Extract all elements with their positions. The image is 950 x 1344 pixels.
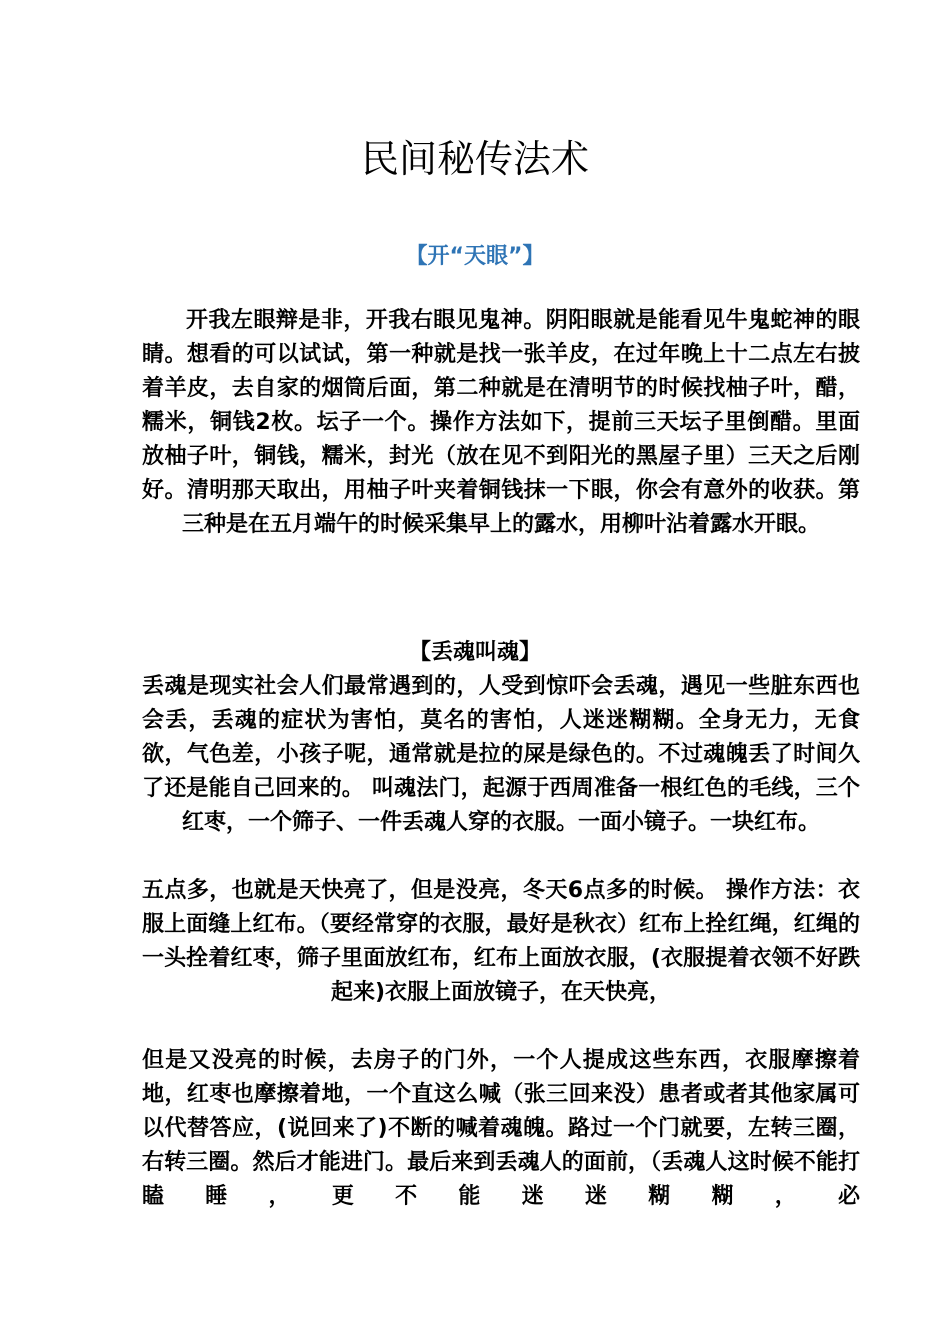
section-heading-open-third-eye: 【开“天眼”】 <box>405 244 545 269</box>
section-heading-soul-calling: 【丢魂叫魂】 <box>408 640 541 665</box>
paragraph-third-eye: 开我左眼辩是非，开我右眼见鬼神。阴阳眼就是能看见牛鬼蛇神的眼睛。想看的可以试试，第一种就是找一张羊皮，在过年晚上十二点左右披着羊皮，去自家的烟筒后面，第二种就是在清明节的时候找柚子叶，醋，糯米，铜钱2枚。坛子一个。操作方法如下，提前三天坛子里倒醋。里面放柚子叶，铜钱，糯米，封光（放在见不到阳光的黑屋子里）三天之后刚好。清明那天取出，用柚子叶夹着铜钱抹一下眼，你会有意外的收获。第三种是在五月端午的时候采集早上的露水，用柳叶沾着露水开眼。 <box>142 308 860 537</box>
document-title: 民间秘传法术 <box>360 137 589 181</box>
paragraph-soul-calling-procedure: 但是又没亮的时候，去房子的门外，一个人提成这些东西，衣服摩擦着地，红枣也摩擦着地，一个直这么喊（张三回来没）患者或者其他家属可以代替答应，(说回来了)不断的喊着魂魄。路过一个门就要，左转三圈，右转三圈。然后才能进门。最后来到丢魂人的面前，（丢魂人这时候不能打瞌睡，更不能迷迷糊糊，必 <box>142 1048 860 1209</box>
paragraph-soul-loss: 丢魂是现实社会人们最常遇到的，人受到惊吓会丢魂，遇见一些脏东西也会丢，丢魂的症状为害怕，莫名的害怕，人迷迷糊糊。全身无力，无食欲，气色差，小孩子呢，通常就是拉的屎是绿色的。不过魂魄丢了时间久了还是能自己回来的。 叫魂法门，起源于西周准备一根红色的毛线，三个红枣，一个筛子、一件丢魂人穿的衣服。一面小镜子。一块红布。 <box>142 674 860 835</box>
paragraph-soul-calling-method: 五点多，也就是天快亮了，但是没亮，冬天6点多的时候。 操作方法：衣服上面缝上红布。（要经常穿的衣服，最好是秋衣）红布上拴红绳，红绳的一头拴着红枣，筛子里面放红布，红布上面放衣服，(衣服提着衣领不好跌起来)衣服上面放镜子，在天快亮， <box>142 878 860 1005</box>
